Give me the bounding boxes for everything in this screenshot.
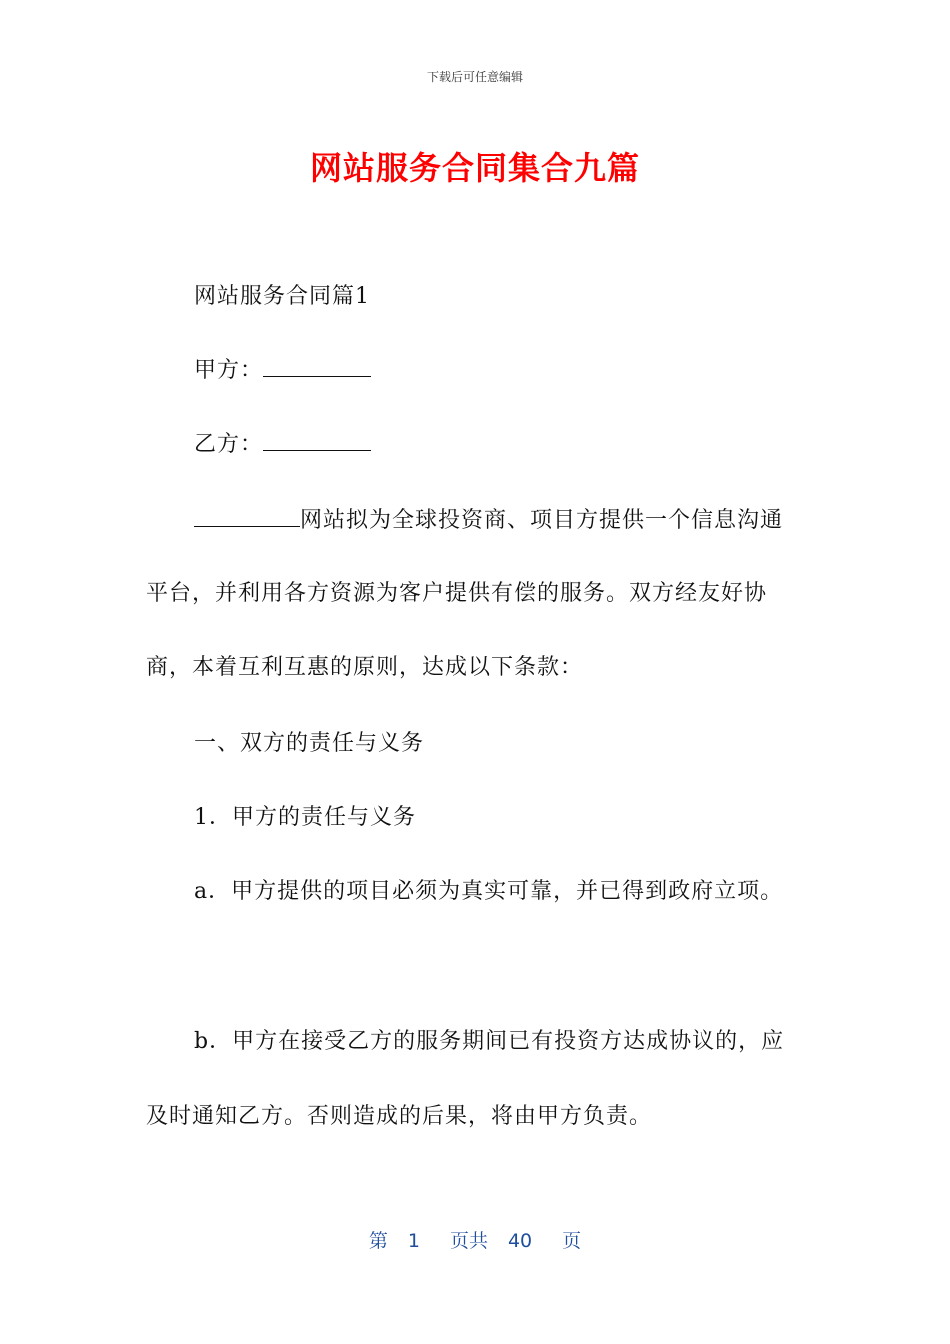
party-a-blank <box>263 356 371 377</box>
party-a-label: 甲方： <box>194 358 264 383</box>
header-note: 下载后可任意编辑 <box>426 70 523 84</box>
intro-line-3: 商，本着互利互惠的原则，达成以下条款： <box>146 655 584 680</box>
party-b-line <box>194 430 371 460</box>
intro-line-2: 平台，并利用各方资源为客户提供有偿的服务。双方经友好协 <box>146 581 768 606</box>
item-b-line-1: b．甲方在接受乙方的服务期间已有投资方达成协议的，应 <box>194 1029 785 1054</box>
clause-1-1-heading: 1．甲方的责任与义务 <box>194 805 416 830</box>
party-b-label: 乙方： <box>194 432 264 457</box>
section-heading: 网站服务合同篇1 <box>194 284 370 309</box>
page-label-mid: 页共 <box>449 1230 488 1252</box>
current-page-number: 1 <box>407 1230 420 1252</box>
intro-text-1: 网站拟为全球投资商、项目方提供一个信息沟通 <box>300 508 784 533</box>
item-b-line-2: 及时通知乙方。否则造成的后果，将由甲方负责。 <box>146 1104 653 1129</box>
document-title: 网站服务合同集合九篇 <box>309 149 640 187</box>
website-name-blank <box>194 506 300 527</box>
page-label-suffix: 页 <box>562 1230 582 1252</box>
total-pages: 40 <box>507 1230 533 1252</box>
page-footer <box>0 1226 950 1253</box>
party-a-line <box>194 356 371 386</box>
intro-line-1 <box>194 506 783 536</box>
party-b-blank <box>263 430 371 451</box>
clause-1-heading: 一、双方的责任与义务 <box>194 731 425 756</box>
item-a: a．甲方提供的项目必须为真实可靠，并已得到政府立项。 <box>194 879 784 904</box>
page-label-prefix: 第 <box>368 1230 388 1252</box>
